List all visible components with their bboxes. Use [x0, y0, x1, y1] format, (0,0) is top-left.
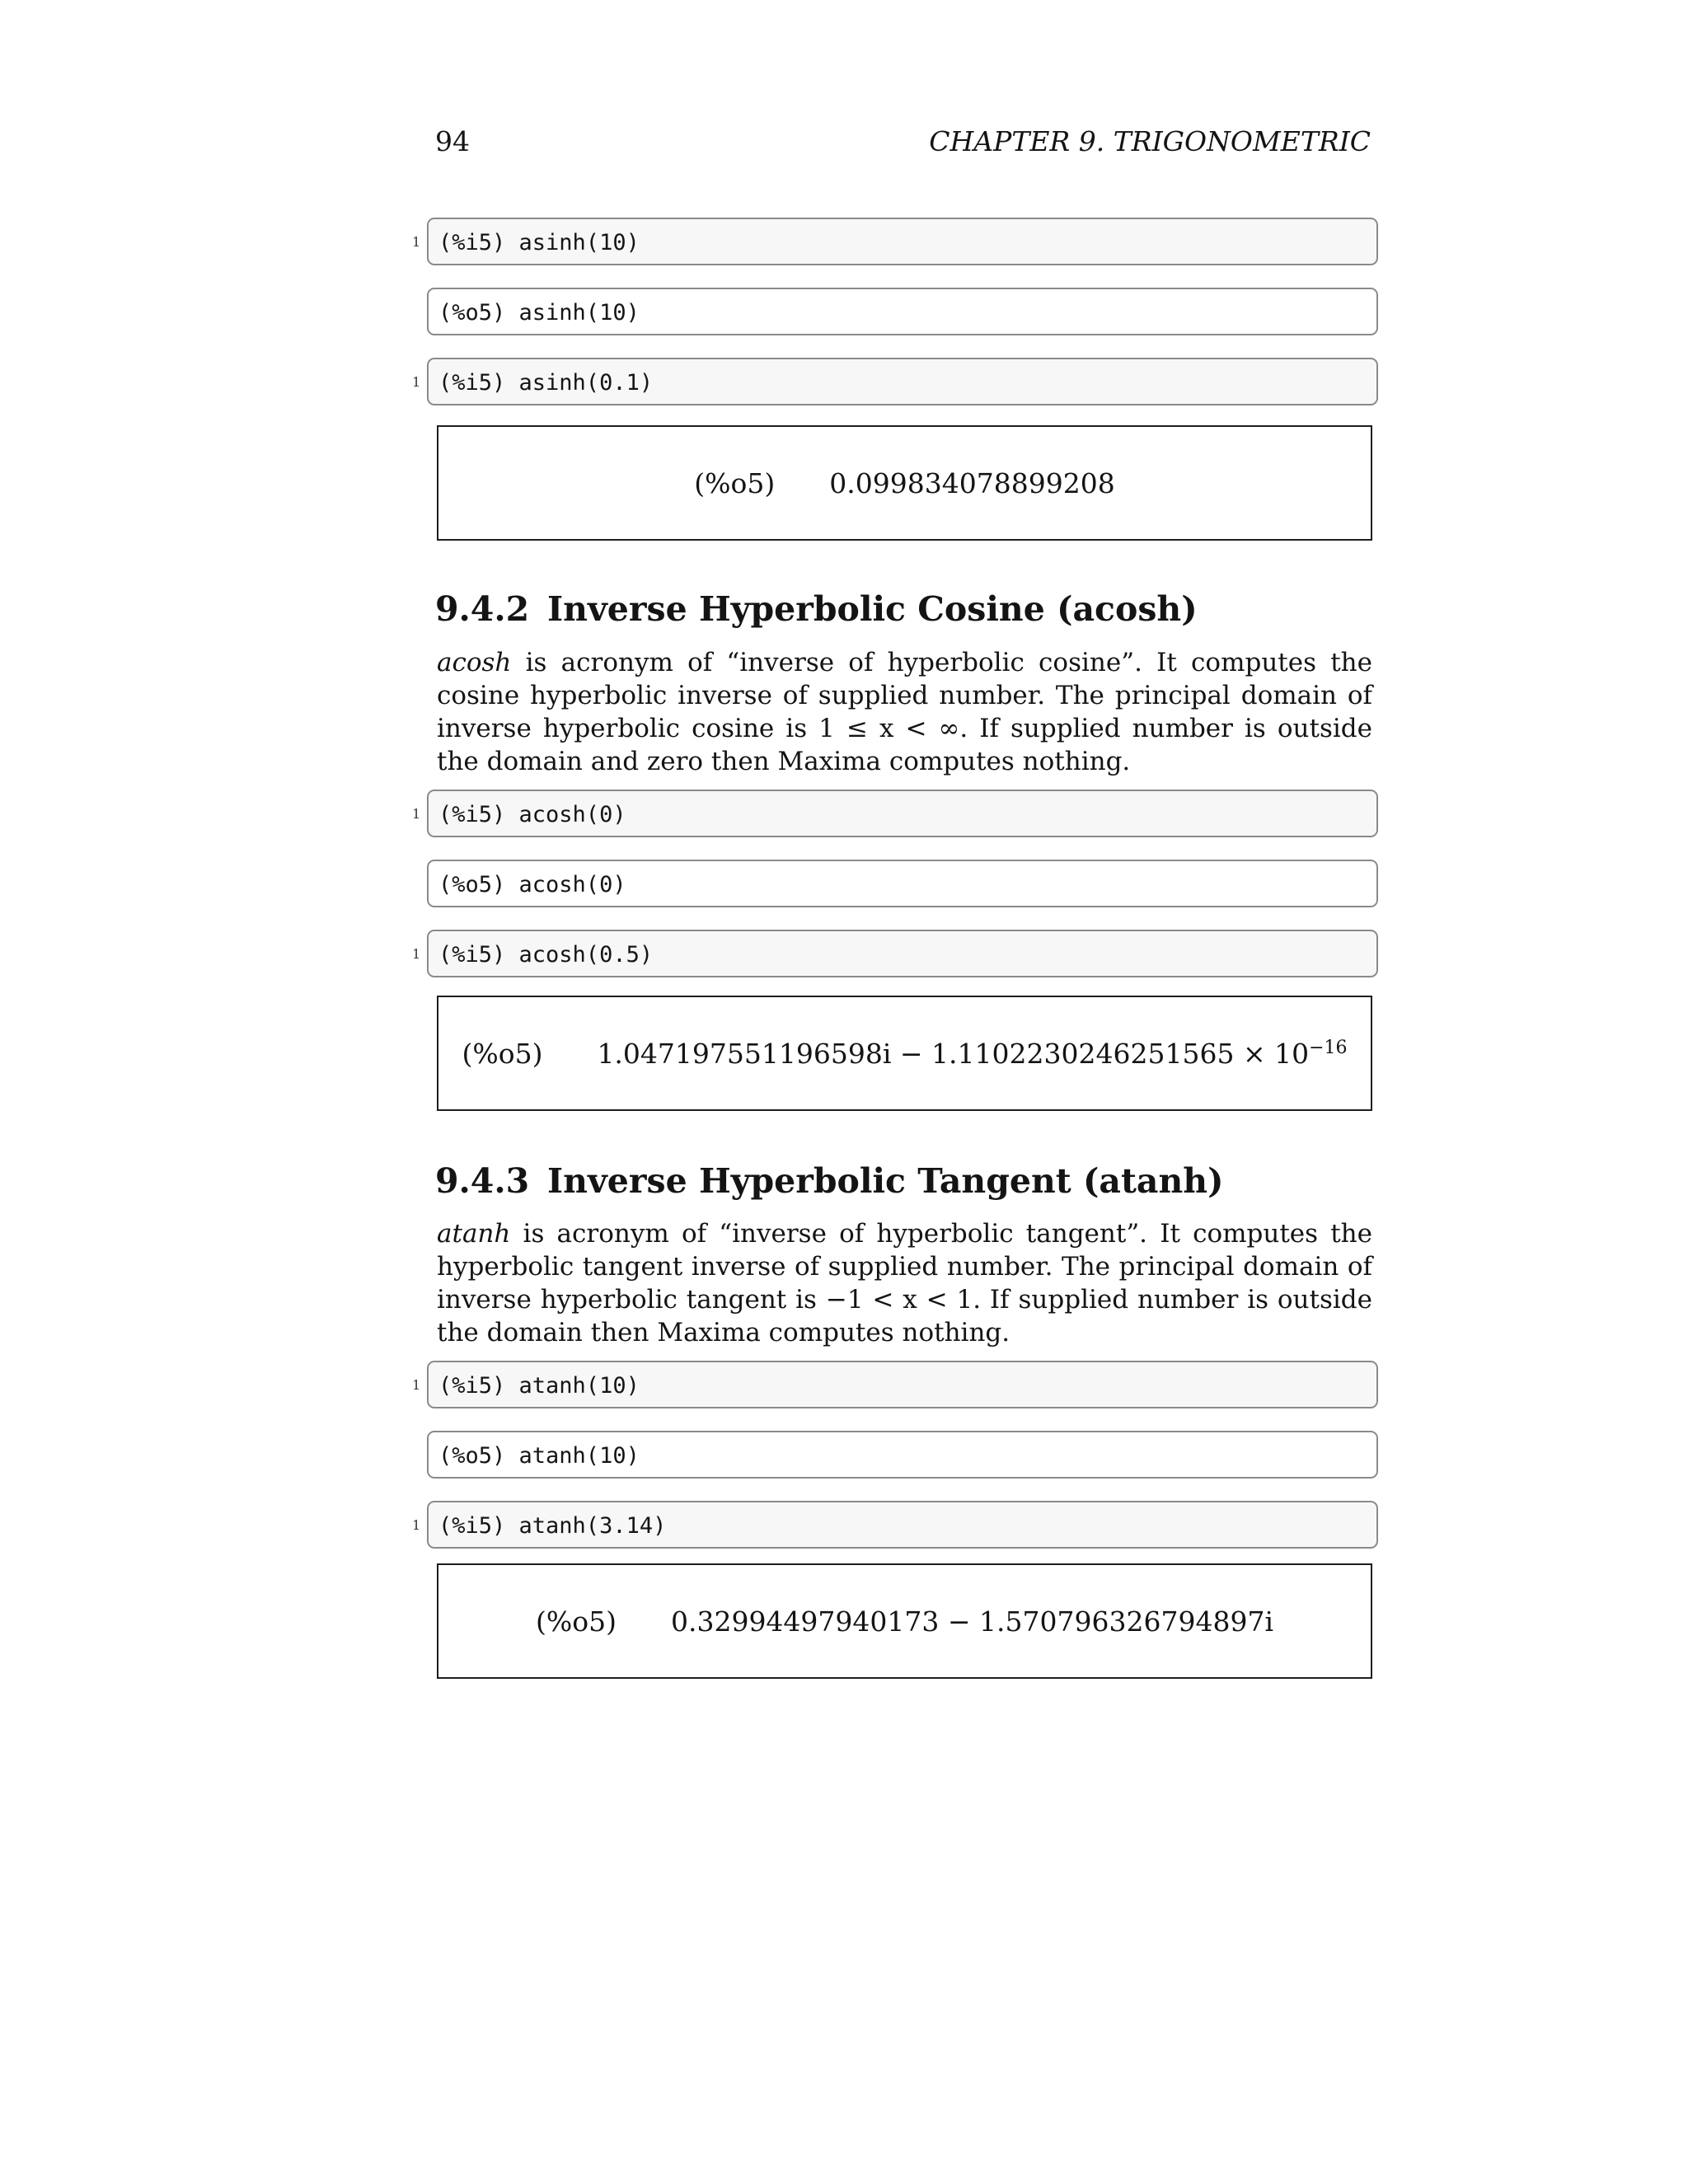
code-output-cell: (%o5) atanh(10): [427, 1431, 1378, 1479]
section-title: Inverse Hyperbolic Cosine (acosh): [547, 589, 1198, 629]
term: acosh: [437, 648, 512, 677]
line-number: 1: [412, 946, 421, 962]
paragraph-text: is acronym of “inverse of hyperbolic cosine”. It computes the cosine hyperbolic inverse of supplied number. The principal domain of inverse hyperbolic cosine is 1 ≤ x < ∞. If supplied number is outside the domain and zero then Maxima computes nothing.: [437, 648, 1372, 776]
running-head: CHAPTER 9. TRIGONOMETRIC: [929, 125, 1371, 157]
code-input-cell[interactable]: (%i5) acosh(0): [427, 790, 1378, 837]
code-output-cell: (%o5) asinh(10): [427, 288, 1378, 335]
line-number: 1: [412, 374, 421, 390]
term: atanh: [437, 1219, 511, 1249]
result-mantissa: 1.047197551196598i − 1.1102230246251565 × 10: [597, 1037, 1310, 1070]
result-value: 0.099834078899208: [829, 466, 1115, 499]
section-heading: [435, 589, 1198, 629]
section-paragraph: [437, 1217, 1372, 1349]
result-value: [597, 1038, 1347, 1070]
line-number: 1: [412, 1517, 421, 1533]
section-paragraph: [437, 646, 1372, 778]
line-number: 1: [412, 806, 421, 822]
section-number: 9.4.3: [435, 1161, 530, 1201]
result-box: [437, 996, 1372, 1111]
result-label: (%o5): [536, 1605, 617, 1638]
code-input-cell[interactable]: (%i5) atanh(3.14): [427, 1501, 1378, 1549]
section-number: 9.4.2: [435, 589, 530, 629]
result-label: (%o5): [694, 466, 776, 499]
paragraph-text: is acronym of “inverse of hyperbolic tangent”. It computes the hyperbolic tangent inverse of supplied number. The principal domain of inverse hyperbolic tangent is −1 < x < 1. If supplied number is outside the domain then Maxima computes nothing.: [437, 1219, 1372, 1347]
page-number: 94: [435, 125, 470, 157]
section-heading: [435, 1161, 1223, 1201]
code-input-cell[interactable]: (%i5) atanh(10): [427, 1361, 1378, 1408]
result-exponent: −16: [1309, 1037, 1348, 1058]
result-label: (%o5): [462, 1037, 543, 1070]
line-number: 1: [412, 1377, 421, 1393]
section-title: Inverse Hyperbolic Tangent (atanh): [547, 1161, 1224, 1201]
result-box: [437, 1563, 1372, 1679]
line-number: 1: [412, 234, 421, 250]
code-input-cell[interactable]: (%i5) asinh(10): [427, 218, 1378, 265]
code-output-cell: (%o5) acosh(0): [427, 860, 1378, 907]
code-input-cell[interactable]: (%i5) acosh(0.5): [427, 930, 1378, 977]
code-input-cell[interactable]: (%i5) asinh(0.1): [427, 358, 1378, 405]
result-value: 0.32994497940173 − 1.570796326794897i: [670, 1605, 1273, 1638]
result-box: [437, 425, 1372, 541]
